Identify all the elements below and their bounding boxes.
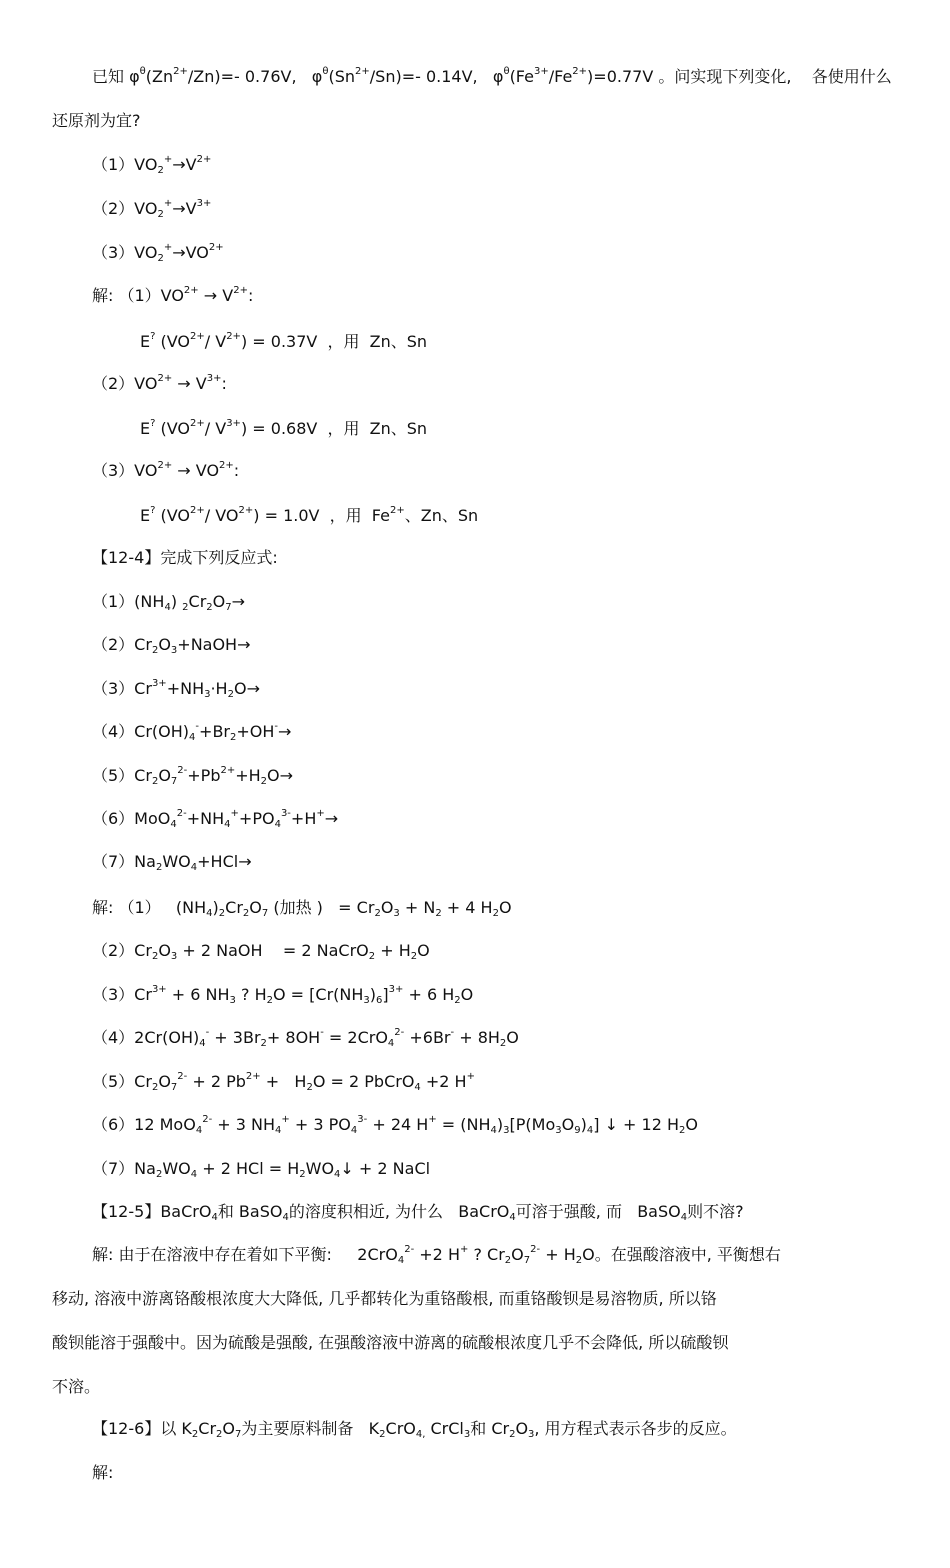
problem-12-6-title: 【12-6】以 $K_2Cr_2O_7$为主要原料制备 $K_2CrO_{4,}$ CrCl$_3$和 $Cr_2O_3$, 用方程式表示各步的反应。 — [92, 1419, 737, 1440]
paragraph-line: 酸钡能溶于强酸中。因为硫酸是强酸, 在强酸溶液中游离的硫酸根浓度几乎不会降低, 所以硫酸钡 — [52, 1333, 729, 1352]
solution-6: （6）12 MoO$_4^{2-}$ + 3 $NH_4^+ + 3$ $PO_4^{3-} + 24$ $H^+ = (NH_4)_3[P(Mo_3O_9)_4]$ ↓ + 12 $H_2O$ — [92, 1114, 698, 1136]
change-item-3: $(3)VO_2^+\to VO^{2+}$ — [92, 242, 224, 264]
intro-line-cont: 还原剂为宜? — [52, 111, 141, 130]
problem-12-4-title: 【12-4】完成下列反应式: — [92, 548, 278, 567]
solution-1: 解: （1） $(NH_4)_2Cr_2O_7$ (加热 ) = $Cr_2O_3 + N_2 + 4$ $H_2O$ — [92, 898, 512, 919]
reaction-4: $(4)Cr(OH)_4^-+Br_2+OH^-\to$ — [92, 721, 292, 743]
paragraph-line: 不溶。 — [52, 1377, 101, 1396]
answer-2-heading: $(2)VO^{2+} \to V^{3+}$: — [92, 373, 227, 393]
solution-4: $(4)2Cr(OH)_4^- + 3Br_2+ 8OH^- = 2CrO_4^{2-} +6Br^- + 8H_2O$ — [92, 1027, 519, 1049]
solution-5: $(5)Cr_2O_7^{2-} + 2$ $Pb^{2+} + H_2O = 2$ PbCrO$_4$ +2 H+ — [92, 1071, 475, 1093]
intro-line: 已知 $\varphi^\theta(Zn^{2+}/Zn)=-$ 0.76V, $\varphi^\theta(Sn^{2+}/Sn)=-$ 0.14V, $\varphi^\theta(Fe^{3+}/Fe^{2+})=0.77V$ 。问实现下列变化, 各使用什么 — [92, 66, 892, 86]
reaction-3: $(3)Cr^{3+}+NH_3\cdot H_2O\to$ — [92, 678, 260, 700]
problem-12-5-title: 【12-5】BaCrO$_4$和 BaSO$_4$的溶度积相近, 为什么 BaCrO$_4$可溶于强酸, 而 BaSO$_4$则不溶? — [92, 1202, 744, 1223]
problem-12-6-answer: 解: — [92, 1463, 114, 1482]
solution-7: $(7)Na_2WO_4 + 2$ HCl = $H_2WO_4↓ + 2$ NaCl — [92, 1159, 431, 1180]
reaction-2: $(2)Cr_2O_3+NaOH\to$ — [92, 635, 251, 656]
reaction-7: $(7)Na_2WO_4+HCl\to$ — [92, 852, 252, 873]
reaction-1: $(1)(NH_4)$ $_2Cr_2O_7\to$ — [92, 592, 246, 613]
solution-3: $(3)Cr^{3+} + 6$ $NH_3$ ? $H_2O = [Cr(NH_3)_6]^{3+} + 6$ $H_2O$ — [92, 984, 474, 1006]
change-item-2: $(2)VO_2^+\to V^{3+}$ — [92, 198, 212, 220]
reaction-5: $(5)Cr_2O_7^{2-}+Pb^{2+}+H_2O\to$ — [92, 765, 294, 787]
problem-12-5-answer: 解: 由于在溶液中存在着如下平衡: 2CrO$_4^{2-}$ +2 H+ ? $Cr_2O_7^{2-} + H_2O$。在强酸溶液中, 平衡想右 — [92, 1244, 781, 1266]
answer-1-heading: 解: $(1)VO^{2+} \to V^{2+}$: — [92, 285, 254, 305]
paragraph-line: 移动, 溶液中游离铬酸根浓度大大降低, 几乎都转化为重铬酸根, 而重铬酸钡是易溶物质, 所以铬 — [52, 1289, 717, 1308]
change-item-1: $(1)VO_2^+\to V^{2+}$ — [92, 154, 212, 176]
answer-3-heading: $(3)VO^{2+} \to VO^{2+}$: — [92, 460, 240, 480]
reaction-6: $(6)MoO_4^{2-}+NH_4^++PO_4^{3-}+H^+\to$ — [92, 808, 339, 830]
answer-1-potential: E? ($VO^{2+}/$ $V^{2+}) = 0.37V$ ，用 Zn、Sn — [140, 331, 428, 351]
answer-2-potential: E? ($VO^{2+}/$ $V^{3+}) = 0.68V$ ，用 Zn、Sn — [140, 418, 428, 438]
answer-3-potential: E? ($VO^{2+}/$ $VO^{2+}) = 1.0V$ ，用 $Fe^{2+}$、Zn、Sn — [140, 505, 479, 525]
solution-2: $(2)Cr_2O_3 + 2$ NaOH = 2 NaCrO$_2$ + $H_2O$ — [92, 941, 430, 962]
